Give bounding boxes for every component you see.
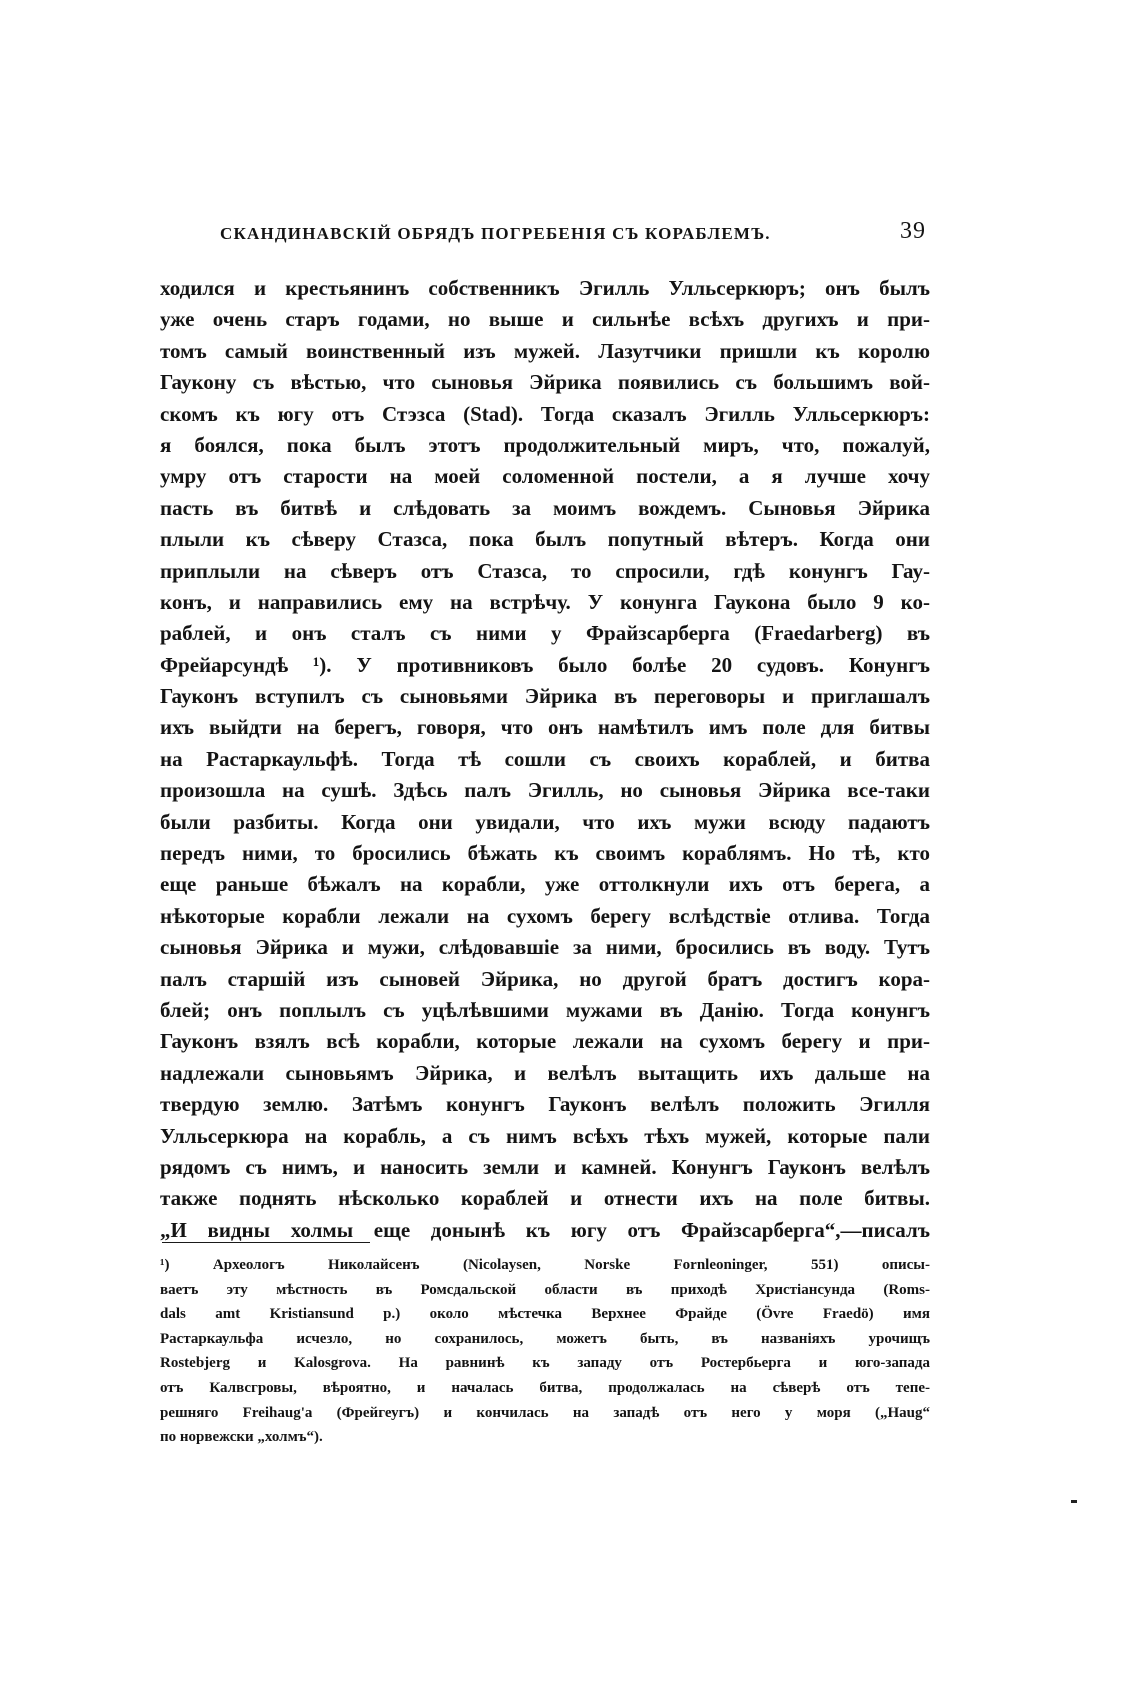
text-line: приплыли на сѣверъ отъ Стазса, то спросили, гдѣ конунгъ Гау- (160, 558, 930, 583)
text-line: Гаукону съ вѣстью, что сыновья Эйрика появились съ большимъ вой- (160, 370, 930, 395)
main-text (160, 273, 930, 1246)
text-line: также поднять нѣсколько кораблей и отнести ихъ на поле битвы. (160, 1186, 930, 1211)
text-line: Фрейарсундѣ ¹). У противниковъ было болѣе 20 судовъ. Конунгъ (160, 652, 930, 677)
footnote-line: Rostebjerg и Kalosgrova. На равнинѣ къ западу отъ Ростербьерга и юго-запада (160, 1355, 930, 1372)
text-line: палъ старшій изъ сыновей Эйрика, но другой братъ достигъ кора- (160, 966, 930, 991)
text-line: скомъ къ югу отъ Стэзса (Stad). Тогда сказалъ Эгилль Улльсеркюръ: (160, 401, 930, 426)
text-line: раблей, и онъ сталъ съ ними у Фрайзсарберга (Fraedarberg) въ (160, 621, 930, 646)
footnote-line: ваетъ эту мѣстность въ Ромсдальской области въ приходѣ Христіансунда (Roms- (160, 1281, 930, 1298)
page-number: 39 (900, 218, 926, 244)
footnote-line: ¹) Археологъ Николайсенъ (Nicolaysen, Norske Fornleoninger, 551) описы- (160, 1257, 930, 1273)
text-line: нѣкоторые корабли лежали на сухомъ берегу вслѣдствіе отлива. Тогда (160, 903, 930, 928)
footnote-line: отъ Калвсгровы, вѣроятно, и началась битва, продолжалась на сѣверѣ отъ тепе- (160, 1379, 930, 1396)
text-line: надлежали сыновьямъ Эйрика, и велѣлъ вытащить ихъ дальше на (160, 1060, 930, 1085)
text-line: Улльсеркюра на корабль, а съ нимъ всѣхъ тѣхъ мужей, которые пали (160, 1123, 930, 1148)
footnote-divider (162, 1242, 370, 1243)
footnote-line: dals amt Kristiansund p.) около мѣстечка Верхнее Фрайде (Övre Fraedö) имя (160, 1306, 930, 1323)
text-line: передъ ними, то бросились бѣжать къ своимъ кораблямъ. Но тѣ, кто (160, 841, 930, 866)
text-line: еще раньше бѣжалъ на корабли, уже оттолкнули ихъ отъ берега, а (160, 872, 930, 897)
text-line: умру отъ старости на моей соломенной постели, а я лучше хочу (160, 464, 930, 489)
text-line: были разбиты. Когда они увидали, что ихъ мужи всюду падаютъ (160, 809, 930, 834)
text-line: Гауконъ взялъ всѣ корабли, которые лежали на сухомъ берегу и при- (160, 1029, 930, 1054)
footnote-line: решняго Freihaug'a (Фрейгеугъ) и кончилась на западѣ отъ него у моря („Haug“ (160, 1404, 930, 1421)
ink-speck (1071, 1500, 1077, 1503)
text-line: ходился и крестьянинъ собственникъ Эгилль Улльсеркюръ; онъ былъ (160, 276, 930, 300)
text-line: сыновья Эйрика и мужи, слѣдовавшіе за ними, бросились въ воду. Тутъ (160, 935, 930, 960)
text-line: Гауконъ вступилъ съ сыновьями Эйрика въ переговоры и приглашалъ (160, 684, 930, 709)
text-line: конъ, и направились ему на встрѣчу. У конунга Гаукона было 9 ко- (160, 589, 930, 614)
text-line: я боялся, пока былъ этотъ продолжительный миръ, что, пожалуй, (160, 432, 930, 457)
text-line: ихъ выйдти на берегъ, говоря, что онъ намѣтилъ имъ поле для битвы (160, 715, 930, 740)
running-head (160, 218, 930, 254)
text-line: „И видны холмы еще донынѣ къ югу отъ Фрайзсарберга“,—писалъ (160, 1217, 930, 1242)
footnote-line: по норвежски „холмъ“). (160, 1429, 323, 1446)
text-line: твердую землю. Затѣмъ конунгъ Гауконъ велѣлъ положить Эгилля (160, 1092, 930, 1117)
text-line: блей; онъ поплылъ съ уцѣлѣвшими мужами въ Данію. Тогда конунгъ (160, 997, 930, 1022)
text-line: пасть въ битвѣ и слѣдовать за моимъ вождемъ. Сыновья Эйрика (160, 495, 930, 520)
text-line: томъ самый воинственный изъ мужей. Лазутчики пришли къ королю (160, 338, 930, 363)
running-head-title: СКАНДИНАВСКІЙ ОБРЯДЪ ПОГРЕБЕНІЯ СЪ КОРАБЛЕМЪ. (220, 224, 771, 243)
footnote-line: Растаркаульфа исчезло, но сохранилось, можетъ быть, въ названіяхъ урочищъ (160, 1330, 930, 1347)
text-line: плыли къ сѣверу Стазса, пока былъ попутный вѣтеръ. Когда они (160, 527, 930, 552)
text-line: рядомъ съ нимъ, и наносить земли и камней. Конунгъ Гауконъ велѣлъ (160, 1154, 930, 1179)
footnote (160, 1253, 930, 1450)
text-line: на Растаркаульфѣ. Тогда тѣ сошли съ своихъ кораблей, и битва (160, 746, 930, 771)
text-line: уже очень старъ годами, но выше и сильнѣе всѣхъ другихъ и при- (160, 307, 930, 332)
text-line: произошла на сушѣ. Здѣсь палъ Эгилль, но сыновья Эйрика все-таки (160, 778, 930, 803)
